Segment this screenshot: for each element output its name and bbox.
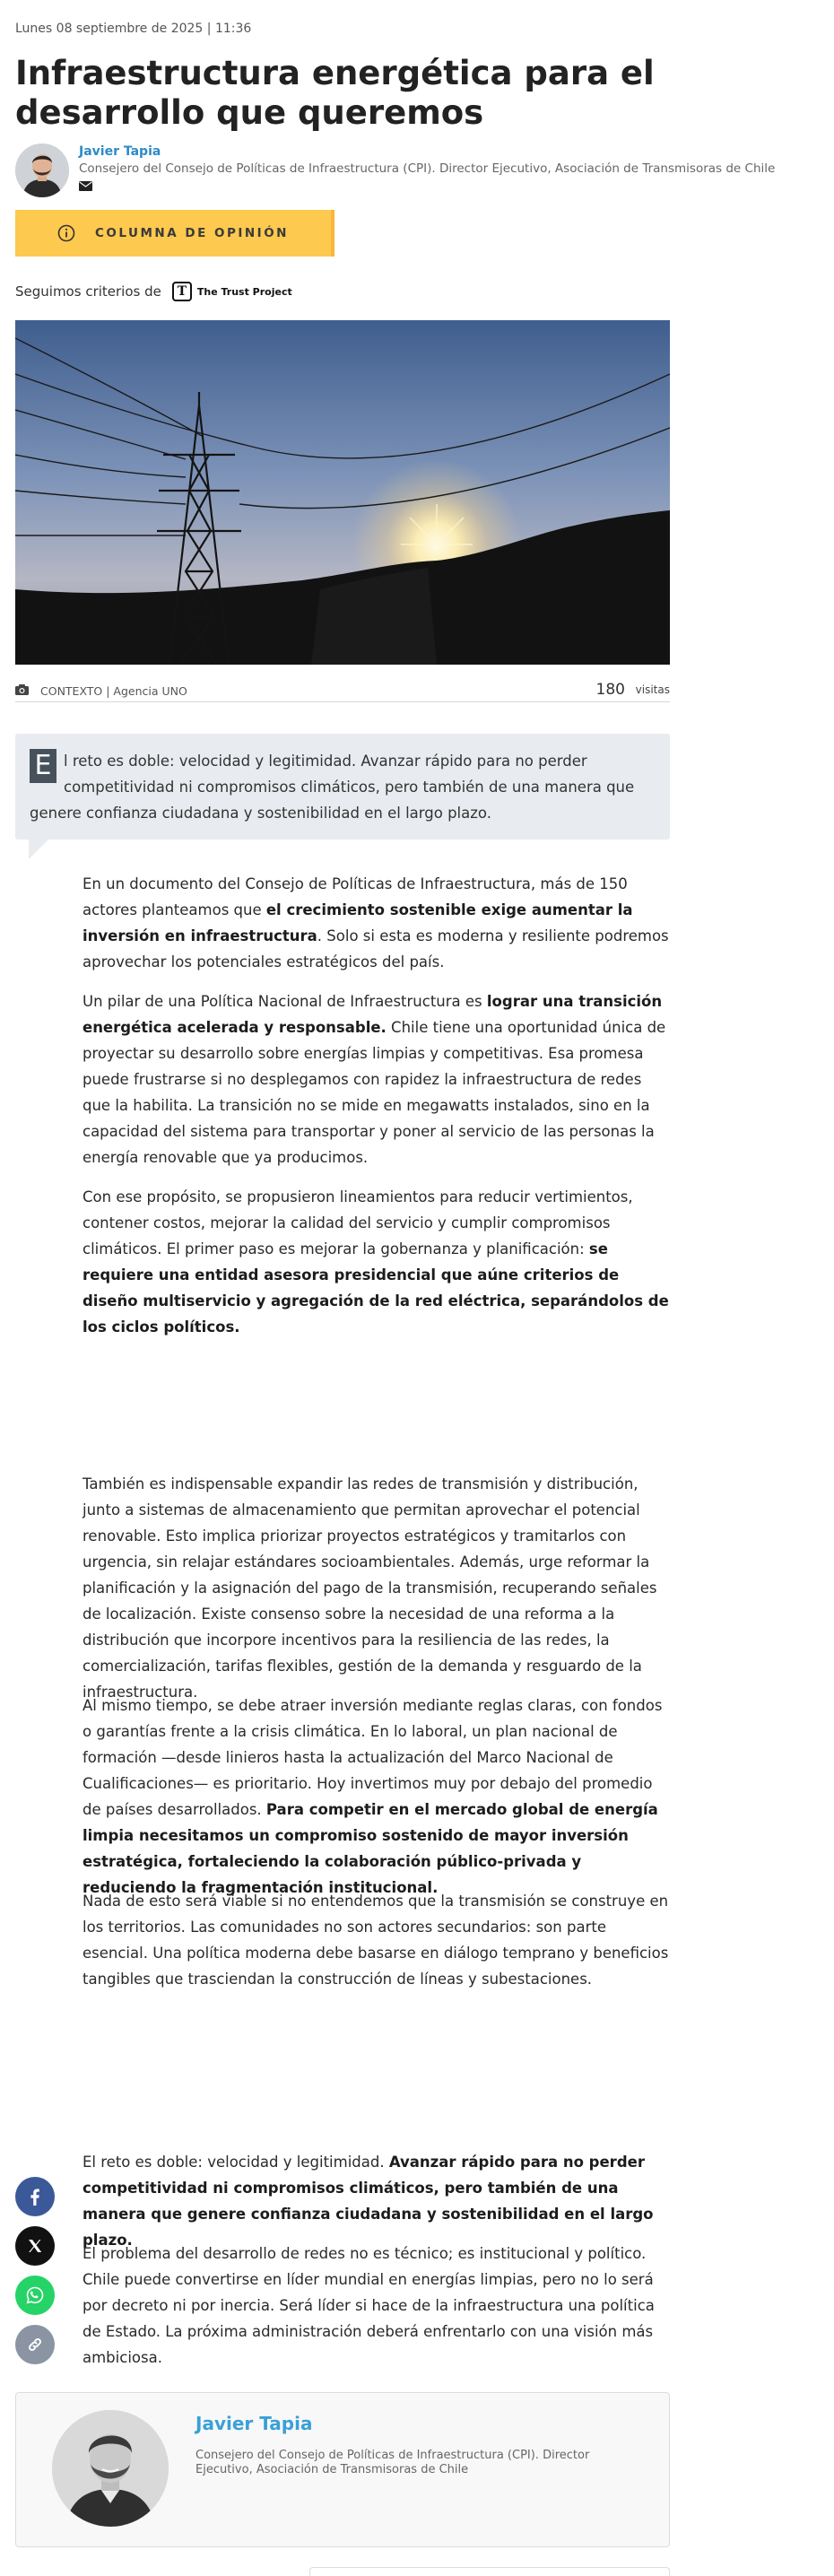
info-icon [57,224,75,242]
p7-bold: Avanzar rápido para no perder competitividad ni compromisos climáticos, pero también de una manera que genere confianza ciudadana y sostenibilidad en el largo plazo. [83,2154,654,2249]
body-paragraph-8: El problema del desarrollo de redes no es técnico; es institucional y político. Chile puede convertirse en líder mundial en energías limpias, pero no lo será por decreto ni por inercia. Será líder si hace de la infraestructura una política de Estado. La próxima administración deberá enfrentarlo con una visión más ambiciosa. [83,2245,655,2366]
author-avatar[interactable] [15,144,69,197]
lead-box-tail [29,840,48,859]
author-card [15,2392,670,2547]
article-title: Infraestructura energética para el desarrollo que queremos [15,54,655,132]
opinion-column-badge [15,210,334,257]
dropcap-letter: E [30,749,56,783]
facebook-icon [25,2187,45,2206]
author-card-name-link[interactable]: Javier Tapia [195,2413,313,2434]
trust-text: Seguimos criterios de [15,283,161,300]
photo-caption: CONTEXTO | Agencia UNO [40,684,187,698]
link-icon [25,2335,45,2354]
photo-caption-row [15,679,670,702]
visits-count: 180 [595,681,625,699]
opinion-column-label: COLUMNA DE OPINIÓN [95,226,289,240]
facebook-share-button[interactable] [15,2177,55,2216]
lead-text [30,748,650,826]
p1-bold: el crecimiento sostenible exige aumentar la inversión en infraestructura [83,901,633,944]
p2-text-a: Un pilar de una Política Nacional de Infraestructura es [83,993,487,1010]
x-share-button[interactable] [15,2226,55,2266]
publish-date: Lunes 08 septiembre de 2025 | 11:36 [15,22,252,36]
p2-bold: lograr una transición energética acelerada y responsable. [83,993,663,1036]
whatsapp-share-button[interactable] [15,2276,55,2315]
author-role: Consejero del Consejo de Políticas de Infraestructura (CPI). Director Ejecutivo, Asociación de Transmisoras de Chile [79,161,776,176]
mail-icon[interactable] [79,181,92,191]
body-paragraph-4: También es indispensable expandir las redes de transmisión y distribución, junto a sistemas de almacenamiento que permitan aprovechar el potencial renovable. Esto implica priorizar proyectos estratégicos y tramitarlos con urgencia, sin relajar estándares socioambientales. Además, urge reformar la planificación y la asignación del pago de la transmisión, recuperando señales de localización. Existe consenso sobre la necesidad de una reforma a la distribución que incorpore incentivos para la resiliencia de las redes, la comercialización, tarifas flexibles, gestión de la demanda y resguardo de la infraestructura. [83,1475,657,1701]
article-photo [15,320,670,665]
copy-link-button[interactable] [15,2325,55,2364]
body-paragraph-3 [83,1184,670,1340]
p5-bold: Para competir en el mercado global de energía limpia necesitamos un compromiso sostenido de mayor inversión estratégica, fortaleciendo la colaboración público-privada y reduciendo la fragmentación institucional. [83,1801,658,1896]
p5-text-a: Al mismo tiempo, se debe atraer inversión mediante reglas claras, con fondos o garantías frente a la crisis climática. En lo laboral, un plan nacional de formación —desde linieros hasta la actualización del Marco Nacional de Cualificaciones— es prioritario. Hoy invertimos muy por debajo del promedio de países desarrollados. [83,1697,663,1818]
camera-icon [15,684,29,695]
body-paragraph-6: Nada de esto será viable si no entendemos que la transmisión se construye en los territorios. Las comunidades no son actores secundarios: son parte esencial. Una política moderna debe basarse en diálogo temprano y beneficios tangibles que trasciendan la construcción de líneas y subestaciones. [83,1893,669,1988]
author-card-role: Consejero del Consejo de Políticas de Infraestructura (CPI). Director Ejecutivo, Asociación de Transmisoras de Chile [195,2449,590,2476]
trust-project-link[interactable] [172,282,292,301]
body-paragraph-5 [83,1693,670,1901]
p3-bold: se requiere una entidad asesora presidencial que aúne criterios de diseño multiservicio y agregación de la red eléctrica, separándolos de los ciclos políticos. [83,1240,669,1336]
p2-text-c: Chile tiene una oportunidad única de proyectar su desarrollo sobre energías limpias y competitivas. Esa promesa puede frustrarse si no desplegamos con rapidez la infraestructura de redes que la habilita. La transición no se mide en megawatts instalados, sino en la capacidad del sistema para transportar y poner al servicio de las personas la energía renovable que ya producimos. [83,1019,666,1166]
bottom-widget [309,2567,670,2576]
p3-text-a: Con ese propósito, se propusieron lineamientos para reducir vertimientos, contener costos, mejorar la calidad del servicio y cumplir compromisos climáticos. El primer paso es mejorar la gobernanza y planificación: [83,1188,633,1258]
lead-summary-box [15,734,670,840]
trust-project-line [15,282,292,301]
whatsapp-icon [25,2285,45,2305]
author-name-link[interactable]: Javier Tapia [79,144,161,159]
p1-text-c: . Solo si esta es moderna y resiliente podremos aprovechar los potenciales estratégicos del país. [83,927,669,970]
p1-text-a: En un documento del Consejo de Políticas de Infraestructura, más de 150 actores planteamos que [83,875,628,918]
author-card-avatar[interactable] [52,2410,169,2527]
body-paragraph-7 [83,2149,670,2253]
trust-project-logo-text: The Trust Project [196,285,292,298]
p7-text-a: El reto es doble: velocidad y legitimidad. [83,2154,389,2171]
body-paragraph-2 [83,988,670,1171]
body-paragraph-1 [83,871,670,975]
lead-text-rest: l reto es doble: velocidad y legitimidad. Avanzar rápido para no perder competitividad ni compromisos climáticos, pero también de una manera que genere confianza ciudadana y sostenibilidad en el largo plazo. [30,753,635,822]
visits-label: visitas [635,683,670,696]
trust-project-logo-icon: T [172,282,192,301]
x-icon [26,2237,44,2255]
